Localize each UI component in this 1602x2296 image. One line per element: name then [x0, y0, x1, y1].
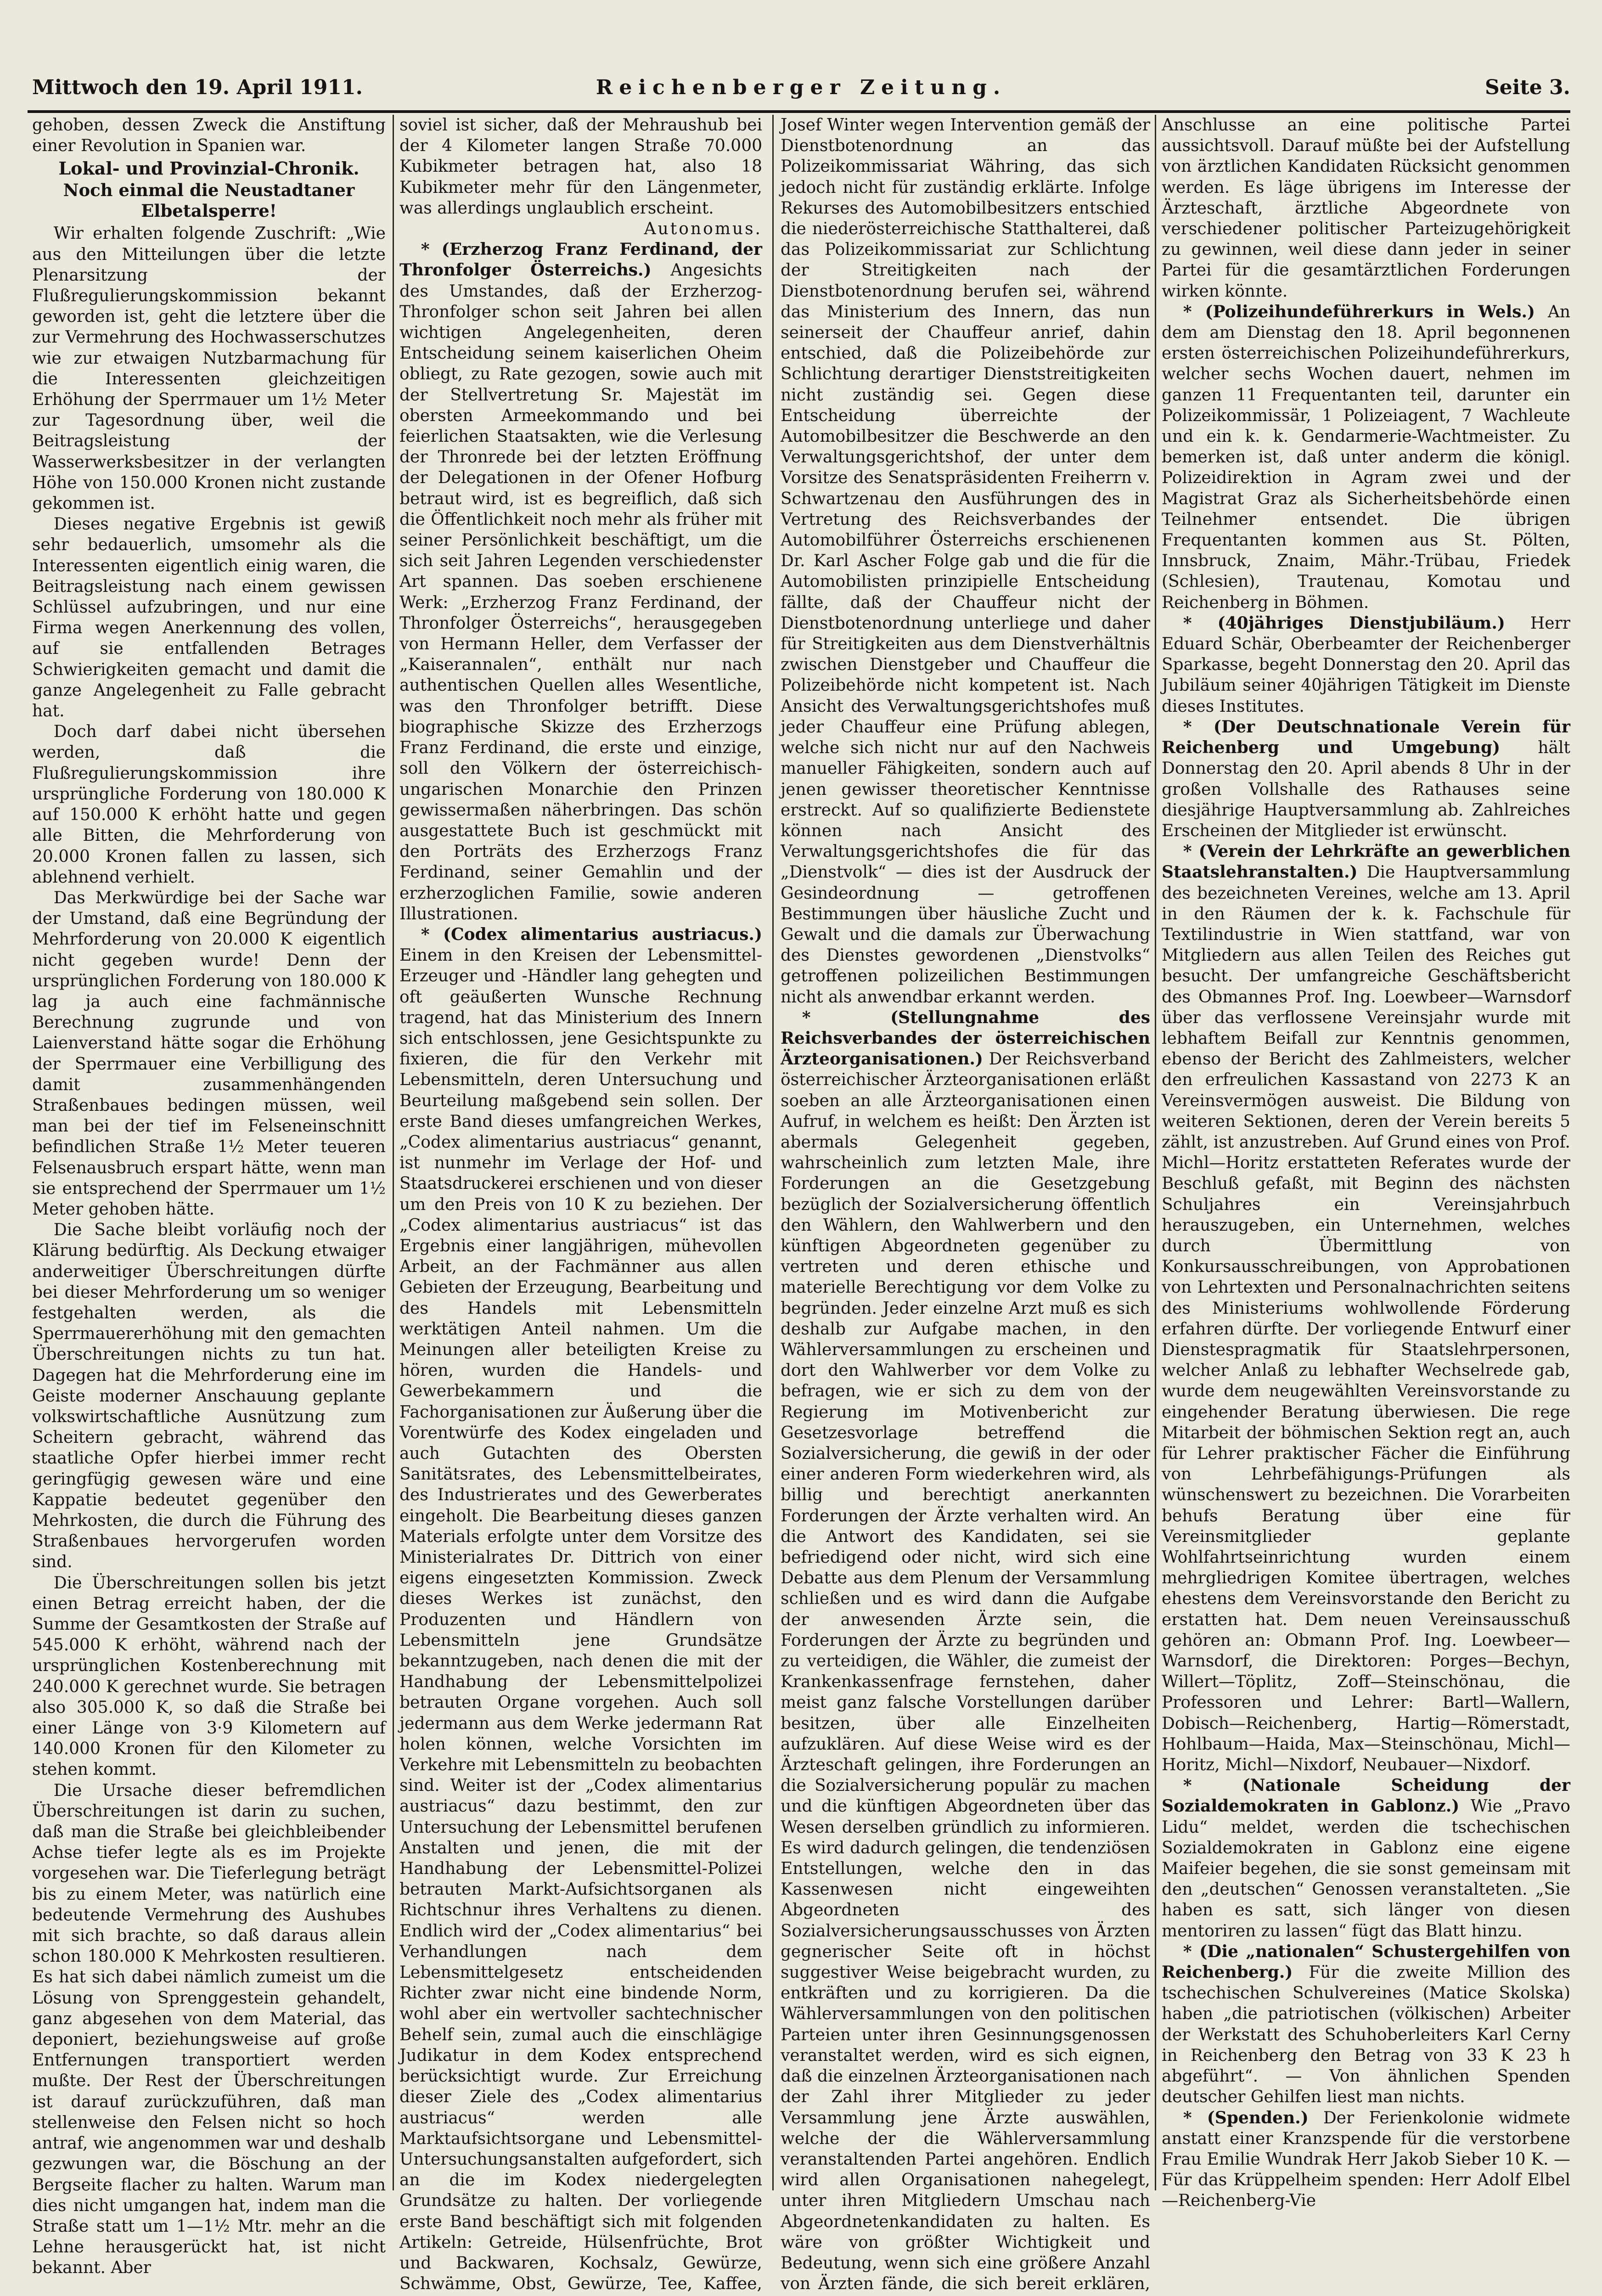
article-title: * (Polizeihundeführerkurs in Wels.) — [1183, 302, 1535, 321]
article-text: An dem am Dienstag den 18. April begonnenen ersten österreichischen Polizeihundeführerkurs, welcher sechs Wochen dauert, nehmen im ganzen 11 Frequentanten teil, darunter ein Polizeikommissär, 1 Polizeiagent, 7 Wachleute und ein k. k. Gendarmerie-Wachtmeister. Zu bemerken ist, daß unter anderm die königl. Polizeidirektion in Agram zwei und der Magistrat Graz als Sicherheitsbehörde einen Teilnehmer entsendet. Die übrigen Frequentanten kommen aus St. Pölten, Innsbruck, Znaim, Mähr.-Trübau, Friedek (Schlesien), Trautenau, Komotau und Reichenberg in Böhmen. — [1162, 302, 1571, 612]
article-text: Doch darf dabei nicht übersehen werden, daß die Flußregulierungskommission ihre ursprüngliche Forderung von 180.000 K auf 150.000 K erhöht hatte und gegen alle Bitten, die Mehrforderung von 20.000 Kronen fallen zu lassen, sich ablehnend verhielt. — [32, 722, 386, 887]
masthead-rule — [28, 110, 1570, 113]
article-text: Die Ursache dieser befremdlichen Überschreitungen ist darin zu suchen, daß man die Straße bei gleichbleibender Achse tiefer legte als es im Projekte vorgesehen war. Die Tieferlegung beträgt bis zu einem Meter, was natürlich eine bedeutende Vermehrung des Aushubes mit sich brachte, so daß daraus allein schon 180.000 K Mehrkosten resultieren. Es hat sich dabei nämlich zumeist um die Lösung von Sprenggestein gehandelt, ganz abgesehen von dem Material, das deponiert, beziehungsweise auf große Entfernungen transportiert werden mußte. Der Rest der Überschreitungen ist darauf zurückzuführen, daß man stellenweise den Felsen nicht so hoch antraf, wie angenommen war und deshalb gezwungen war, die Böschung an der Bergseite flacher zu halten. Warum man dies nicht umgangen hat, indem man die Straße statt um 1—1½ Mtr. mehr an die Lehne herausgerückt hat, ist nicht bekannt. Aber — [32, 1781, 386, 2278]
article-paragraph — [32, 721, 386, 888]
article-paragraph — [1162, 115, 1570, 302]
article-text: Einem in den Kreisen der Lebensmittel-Erzeuger und -Händler lang gehegten und oft geäußerten Wunsche Rechnung tragend, hat das Ministerium des Innern sich entschlossen, jene Gesichtspunkte zu fixieren, die für den Verkehr mit Lebensmitteln, deren Untersuchung und Beurteilung maßgebend sein sollen. Der erste Band dieses umfangreichen Werkes, „Codex alimentarius austriacus“ genannt, ist nunmehr im Verlage der Hof- und Staatsdruckerei erschienen und von dieser um den Preis von 10 K zu beziehen. Der „Codex alimentarius austriacus“ ist das Ergebnis einer langjährigen, mühevollen Arbeit, an der Fachmänner aus allen Gebieten der Erzeugung, Bearbeitung und des Handels mit Lebensmitteln werktätigen Anteil nahmen. Um die Meinungen aller beteiligten Kreise zu hören, wurden die Handels- und Gewerbekammern und die Fachorganisationen zur Äußerung über die Vorentwürfe des Kodex eingeladen und auch Gutachten des Obersten Sanitätsrates, des Lebensmittelbeirates, des Industrierates und des Gewerberates eingeholt. Die Bearbeitung dieses ganzen Materials erfolgte unter dem Vorsitze des Ministerialrates Dr. Dittrich von einer eigens eingesetzten Kommission. Zweck dieses Werkes ist zunächst, den Produzenten und Händlern von Lebensmitteln jene Grundsätze bekanntzugeben, nach denen die mit der Handhabung der Lebensmittelpolizei betrauten Organe vorgehen. Auch soll jedermann aus dem Werke jedermann Rat holen können, welche Vorsichten im Verkehre mit Lebensmitteln zu beobachten sind. Weiter ist der „Codex alimentarius austriacus“ dazu bestimmt, den zur Untersuchung der Lebensmittel berufenen Anstalten und jenen, die mit der Handhabung der Lebensmittel-Polizei betrauten Markt-Aufsichtsorganen als Richtschnur ihres Verhaltens zu dienen. Endlich wird der „Codex alimentarius“ bei Verhandlungen nach dem Lebensmittelgesetz entscheidenden Richter zwar nicht eine bindende Norm, wohl aber ein wertvoller sachtechnischer Behelf sein, zumal auch die einschlägige Judikatur in dem Kodex entsprechend berücksichtigt wurde. Zur Erreichung dieser Ziele des „Codex alimentarius austriacus“ werden alle Marktaufsichtsorgane und Lebensmittel-Untersuchungsanstalten aufgefordert, sich an die im Kodex niedergelegten Grundsätze zu halten. Der vorliegende erste Band beschäftigt sich mit folgenden Artikeln: Getreide, Hülsenfrüchte, Brot und Backwaren, Kochsalz, Gewürze, Schwämme, Obst, Gewürze, Tee, Kaffee, — [399, 946, 762, 2294]
article-text: Die Hauptversammlung des bezeichneten Vereines, welche am 13. April in den Räumen der k. k. Fachschule für Textilindustrie in Wien stattfand, war von Mitgliedern aus allen Teilen des Reiches gut besucht. Der umfangreiche Geschäftsbericht des Obmannes Prof. Ing. Loewbeer—Warnsdorf über das verflossene Vereinsjahr wurde mit lebhaftem Beifall zur Kenntnis genommen, ebenso der Bericht des Zahlmeisters, welcher den erfreulichen Kassastand von 2273 K an Vereinsvermögen ausweist. Die Bildung von weiteren Sektionen, deren der Verein bereits 5 zählt, ist anzustreben. Auf Grund eines von Prof. Michl—Horitz erstatteten Referates wurde der Beschluß gefaßt, mit Beginn des nächsten Schuljahres ein Vereinsjahrbuch herauszugeben, ein Unternehmen, welches durch Übermittlung von Konkursausschreibungen, von Approbationen von Lehrtexten und Personalnachrichten seitens des Ministeriums wohlwollende Förderung erfahren dürfte. Der vorliegende Entwurf einer Dienstespragmatik für Staatslehrpersonen, welcher Anlaß zu lebhafter Wechselrede gab, wurde dem neugewählten Vereinsvorstande zu eingehender Beratung überwiesen. Die rege Mitarbeit der böhmischen Sektion regt an, auch für Lehrer praktischer Fächer die Einführung von Lehrbefähigungs-Prüfungen als wünschenswert zu bezeichnen. Die Vorarbeiten behufs Beratung über eine für Vereinsmitglieder geplante Wohlfahrtseinrichtung wurden einem mehrgliedrigen Komitee übertragen, welches ehestens dem Vereinsvorstande den Bericht zu erstatten hat. Dem neuen Vereinsausschuß gehören an: Obmann Prof. Ing. Loewbeer—Warnsdorf, die Direktoren: Porges—Bechyn, Willert—Töplitz, Zoff—Steinschönau, die Professoren und Lehrer: Bartl—Wallern, Dobisch—Reichenberg, Hartig—Römerstadt, Hohlbaum—Haida, Max—Steinschönau, Michl—Horitz, Michl—Nixdorf, Neubauer—Nixdorf. — [1162, 863, 1570, 1775]
article-title: * (Stellungnahme des Reichsverbandes der österreichischen Ärzteorganisationen.) — [781, 1007, 1150, 1069]
article-paragraph — [1162, 302, 1570, 613]
article-paragraph — [32, 888, 386, 1220]
article-text: Die Sache bleibt vorläufig noch der Klärung bedürftig. Als Deckung etwaiger anderweitiger Überschreitungen dürfte bei dieser Mehrforderung um so weniger festgehalten werden, als die Sperrmauererhöhung mit den gemachten Überschreitungen nichts zu tun hat. Dagegen hat die Mehrforderung eine im Geiste moderner Anschauung geplante volkswirtschaftliche Ausnützung zum Scheitern gebracht, während das staatliche Opfer hierbei immer recht geringfügig gewesen wäre und eine Kappatie bedeutet gegenüber den Mehrkosten, die durch die Führung des Straßenbaues hervorgerufen worden sind. — [32, 1221, 386, 1572]
article-text: soviel ist sicher, daß der Mehraushub bei der 4 Kilometer langen Straße 70.000 Kubikmeter betragen hat, also 18 Kubikmeter mehr für den Längenmeter, was allerdings unglaublich erscheint. — [399, 116, 762, 218]
column-1 — [32, 115, 386, 2278]
article-paragraph — [1162, 717, 1570, 841]
article-paragraph — [32, 1780, 386, 2279]
column-3 — [781, 115, 1150, 2294]
article-text: Wie „Pravo Lidu“ meldet, werden die tschechischen Sozialdemokraten in Gablonz eine eigene Maifeier begehen, die sie sonst gemeinsam mit den „deutschen“ Genossen veranstalteten. „Sie haben es satt, sich länger von diesen mentoriren zu lassen“ fügt das Blatt hinzu. — [1162, 1797, 1570, 1941]
article-text: Das Merkwürdige bei der Sache war der Umstand, daß eine Begründung der Mehrforderung von 20.000 K eigentlich nicht gegeben wurde! Denn der ursprünglichen Forderung von 180.000 K lag ja auch eine fachmännische Berechnung zugrunde und von Laienverstand hätte sogar die Erhöhung der Sperrmauer eine Verbilligung des damit zusammenhängenden Straßenbaues bedingen müssen, weil man bei der tief im Felseneinschnitt befindlichen Straße 1½ Meter teueren Felsenausbruch erspart hätte, wenn man sie entsprechend der Sperrmauer um 1½ Meter gehoben hätte. — [32, 888, 386, 1219]
article-paragraph — [1162, 613, 1570, 717]
article-text: Anschlusse an eine politische Partei aussichtsvoll. Darauf müßte bei der Aufstellung von ärztlichen Kandidaten Rücksicht genommen werden. Es läge übrigens im Interesse der Ärzteschaft, ärztliche Abgeordnete von verschiedener politischer Parteizugehörigkeit zu gewinnen, weil diese dann jeder in seiner Partei für die gesamtärztlichen Forderungen wirken könnte. — [1162, 116, 1570, 301]
article-paragraph — [32, 1220, 386, 1572]
article-paragraph — [399, 924, 762, 2296]
article-text: Für die zweite Million des tschechischen Schulvereines (Matice Skolska) haben „die patriotischen (völkischen) Arbeiter der Werkstatt des Schuhoberleiters Karl Cerny in Reichenberg den Betrag von 33 K 23 h abgeführt“. — Von ähnlichen Spenden deutscher Gehilfen liest man nichts. — [1162, 1963, 1570, 2107]
article-text: Angesichts des Umstandes, daß der Erzherzog-Thronfolger schon seit Jahren bei allen wichtigen Angelegenheiten, deren Entscheidung seinem kaiserlichen Oheim obliegt, zu Rate gezogen, sowie auch mit der Stellvertretung Sr. Majestät im obersten Armeekommando und bei feierlichen Staatsakten, wie die Verlesung der Thronrede bei der letzten Eröffnung der Delegationen in der Ofener Hofburg betraut wird, ist es begreiflich, daß sich die Öffentlichkeit noch mehr als früher mit seiner Persönlichkeit beschäftigt, um die sich seit Jahren Legenden verschiedenster Art spannen. Das soeben erschienene Werk: „Erzherzog Franz Ferdinand, der Thronfolger Österreichs“, herausgegeben von Hermann Heller, dem Verfasser der „Kaiserannalen“, enthält nur nach authentischen Quellen alles Wesentliche, was den Thronfolger betrifft. Diese biographische Skizze des Erzherzogs Franz Ferdinand, die erste und einzige, soll den Völkern der österreichisch-ungarischen Monarchie den Prinzen gewissermaßen näherbringen. Das schön ausgestattete Buch ist geschmückt mit den Porträts des Erzherzogs Franz Ferdinand, seiner Gemahlin und der erzherzoglichen Familie, sowie anderen Illustrationen. — [399, 261, 762, 923]
article-paragraph — [32, 115, 386, 156]
article-text: Der Reichsverband österreichischer Ärzteorganisationen erläßt soeben an alle Ärzteorganisationen einen Aufruf, in welchem es heißt: Den Ärzten ist abermals Gelegenheit gegeben, wahrscheinlich zum letzten Male, ihre Forderungen an die Gesetzgebung bezüglich der Sozialversicherung öffentlich den Wählern, den Wahlwerbern und den künftigen Abgeordneten gegenüber zu vertreten und deren ethische und materielle Berechtigung vor dem Volke zu begründen. Jeder einzelne Arzt muß es sich deshalb zur Aufgabe machen, in den Wählerversammlungen zu erscheinen und dort den Wahlwerber vor dem Volke zu befragen, wie er sich zu dem von der Regierung im Motivenbericht zur Gesetzesvorlage betreffend die Sozialversicherung, die gewiß in der oder einer anderen Form wiederkehren wird, als billig und berechtigt anerkannten Forderungen der Ärzte verhalten wird. An die Antwort des Kandidaten, sei sie befriedigend oder nicht, wird sich eine Debatte aus dem Plenum der Versammlung schließen und es wird dann die Aufgabe der anwesenden Ärzte sein, die Forderungen der Ärzte zu begründen und zu verteidigen, die Wähler, die zumeist der Krankenkassenfrage fernstehen, daher meist ganz falsche Vorstellungen darüber besitzen, über alle Einzelheiten aufzuklären. Auf diese Weise wird es der Ärzteschaft gelingen, ihre Forderungen an die Sozialversicherung populär zu machen und die künftigen Abgeordneten über das Wesen derselben gründlich zu informieren. Es wird dadurch gelingen, die tendenziösen Entstellungen, welche den in das Kassenwesen nicht eingeweihten Abgeordneten des Sozialversicherungsausschusses von Ärzten gegnerischer Seite oft in höchst suggestiver Weise beigebracht wurden, zu entkräften und zu korrigieren. Da die Wählerversammlungen von den politischen Parteien unter ihren Gesinnungsgenossen veranstaltet werden, wird es sich eignen, daß die einzelnen Ärzteorganisationen nach der Zahl ihrer Mitglieder zu jeder Versammlung jene Ärzte auswählen, welche der die Wählerversammlung veranstaltenden Partei angehören. Endlich wird allen Organisationen nahegelegt, unter ihren Mitgliedern Umschau nach Abgeordnetenkandidaten zu halten. Es wäre von größter Wichtigkeit und Bedeutung, wenn sich eine größere Anzahl von Ärzten fände, die sich bereit erklären, — [781, 1050, 1150, 2294]
article-title: * (Erzherzog Franz Ferdinand, der Thronfolger Österreichs.) — [399, 240, 762, 280]
article-title: * (Codex alimentarius austriacus.) — [421, 924, 762, 944]
article-paragraph — [781, 1007, 1150, 2296]
article-text: gehoben, dessen Zweck die Anstiftung einer Revolution in Spanien war. — [32, 116, 386, 156]
article-paragraph — [1162, 1941, 1570, 2108]
article-paragraph — [32, 223, 386, 514]
article-paragraph — [32, 514, 386, 721]
article-paragraph — [399, 239, 762, 924]
article-text: hält Donnerstag den 20. April abends 8 Uhr in der großen Vollshalle des Rathauses seine diesjährige Hauptversammlung ab. Zahlreiches Erscheinen der Mitglieder ist erwünscht. — [1162, 738, 1570, 840]
newspaper-title: Reichenberger Zeitung. — [596, 76, 1007, 99]
article-title: * (Die „nationalen“ Schustergehilfen von Reichenberg.) — [1162, 1941, 1570, 1982]
article-title: * (Nationale Scheidung der Sozialdemokraten in Gablonz.) — [1162, 1776, 1570, 1816]
issue-date: Mittwoch den 19. April 1911. — [32, 76, 363, 99]
article-title: * (Der Deutschnationale Verein für Reichenberg und Umgebung) — [1162, 717, 1570, 758]
article-paragraph — [781, 115, 1150, 1007]
column-2 — [399, 115, 762, 2294]
article-text: Wir erhalten folgende Zuschrift: „Wie aus den Mitteilungen über die letzte Plenarsitzung der Flußregulierungskommission bekannt geworden ist, geht die letztere über die zur Vermehrung des Hochwasserschutzes wie zur etwaigen Nutzbarmachung für die Interessenten gleichzeitigen Erhöhung der Sperrmauer um 1½ Meter zur Tagesordnung über, weil die Beitragsleistung der Wasserwerksbesitzer in der verlangten Höhe von 150.000 Kronen nicht zustande gekommen ist. — [32, 224, 386, 513]
article-paragraph — [32, 1573, 386, 1780]
column-divider — [393, 115, 394, 2190]
article-paragraph — [1162, 1775, 1570, 1941]
article-title: * (40jähriges Dienstjubiläum.) — [1183, 613, 1505, 633]
article-paragraph — [399, 115, 762, 219]
section-heading: Lokal- und Provinzial-Chronik. — [58, 158, 360, 179]
article-title: * (Spenden.) — [1183, 2108, 1309, 2127]
column-divider — [1155, 115, 1156, 2190]
page-number: Seite 3. — [1484, 76, 1570, 99]
article-heading: Noch einmal die Neustadtaner Elbetalsperre! — [63, 180, 355, 221]
masthead — [32, 76, 1570, 108]
article-text: Der Ferienkolonie widmete anstatt einer Kranzspende für die verstorbene Frau Emilie Wundrak Herr Jakob Sieber 10 K. — Für das Krüppelheim spenden: Herr Adolf Elbel—Reichenberg-Vie — [1162, 2108, 1570, 2211]
article-text: Herr Eduard Schär, Oberbeamter der Reichenberger Sparkasse, begeht Donnerstag den 20. April das Jubiläum seiner 40jährigen Tätigkeit im Dienste dieses Institutes. — [1162, 613, 1570, 716]
article-paragraph — [1162, 2108, 1570, 2212]
article-text: Dieses negative Ergebnis ist gewiß sehr bedauerlich, umsomehr als die Interessenten eigentlich einig waren, die Beitragsleistung nach einem gewissen Schlüssel aufzubringen, und nur eine Firma wegen Anerkennung des vollen, auf sie entfallenden Betrages Schwierigkeiten gemacht und damit die ganze Angelegenheit zu Falle gebracht hat. — [32, 515, 386, 721]
article-text: Josef Winter wegen Intervention gemäß der Dienstbotenordnung an das Polizeikommissariat Währing, das sich jedoch nicht für zuständig erklärte. Infolge Rekurses des Automobilbesitzers entschied die niederösterreichische Statthalterei, daß das Polizeikommissariat zur Schlichtung der Streitigkeiten nach der Dienstbotenordnung berufen sei, während das Ministerium des Innern, das nun seinerseit der Chauffeur anrief, dahin entschied, daß die Polizeibehörde zur Schlichtung derartiger Dienststreitigkeiten nicht zuständig sei. Gegen diese Entscheidung überreichte der Automobilbesitzer die Beschwerde an den Verwaltungsgerichtshof, der unter dem Vorsitze des Senatspräsidenten Freiherrn v. Schwartzenau den Ausführungen des in Vertretung des Reichsverbandes der Automobilführer Österreichs erschienenen Dr. Karl Ascher Folge gab und die für die Automobilisten prinzipielle Entscheidung fällte, daß der Chauffeur nicht der Dienstbotenordnung unterliege und daher für Streitigkeiten aus dem Dienstverhältnis zwischen Dienstgeber und Chauffeur die Polizeibehörde nicht kompetent ist. Nach Ansicht des Verwaltungsgerichtshofes muß jeder Chauffeur eine Prüfung ablegen, welche sich nicht nur auf den Nachweis manueller Fähigkeiten, sondern auch auf jenen gewisser theoretischer Kenntnisse erstreckt. Auf so qualifizierte Bedienstete können nach Ansicht des Verwaltungsgerichtshofes die für das „Dienstvolk“ — dies ist der Ausdruck der Gesindeordnung — getroffenen Bestimmungen über häusliche Zucht und Gewalt und die damals zur Überwachung des Dienstes gewordenen „Dienstvolks“ getroffenen polizeilichen Bestimmungen nicht als anwendbar erkannt werden. — [781, 116, 1150, 1007]
article-paragraph — [1162, 841, 1570, 1775]
article-title: * (Verein der Lehrkräfte an gewerblichen Staatslehranstalten.) — [1162, 842, 1570, 882]
column-divider — [772, 115, 774, 2190]
column-4 — [1162, 115, 1571, 2211]
article-text: Die Überschreitungen sollen bis jetzt einen Betrag erreicht haben, der die Summe der Gesamtkosten der Straße auf 545.000 K erhöht, während nach der ursprünglichen Kostenberechnung mit 240.000 K gerechnet wurde. Sie betragen also 305.000 K, so daß die Straße bei einer Länge von 3·9 Kilometern auf 140.000 Kronen für den Kilometer zu stehen kommt. — [32, 1573, 386, 1779]
author-signature: Autonomus. — [644, 219, 762, 239]
